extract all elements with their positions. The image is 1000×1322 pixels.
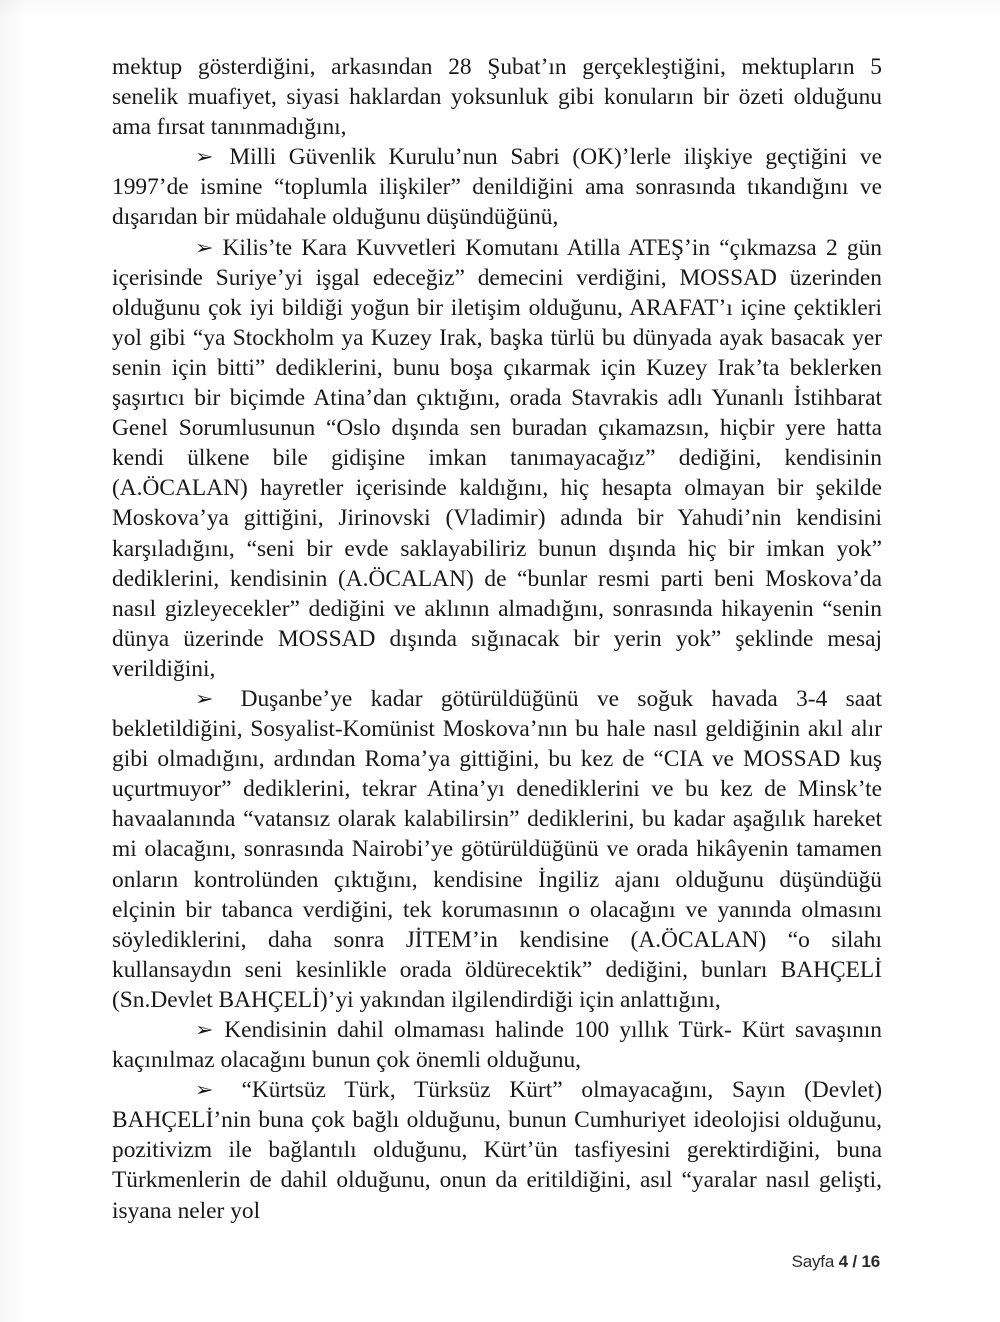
paragraph-text: Milli Güvenlik Kurulu’nun Sabri (OK)’lerle ilişkiye geçtiğini ve 1997’de ismine “toplumla ilişkiler” denildiğini ama sonrasında tıkandığını ve dışarıdan bir müdahale olduğunu düşündüğünü, bbox=[112, 144, 882, 231]
page-body-text bbox=[112, 52, 882, 1226]
footer-label: Sayfa bbox=[791, 1252, 835, 1271]
bullet-paragraph-3: ➢ Duşanbe’ye kadar götürüldüğünü ve soğuk havada 3-4 saat bekletildiğini, Sosyalist-Komünist Moskova’nın bu hale nasıl geldiğinin akıl alır gibi olmadığını, ardından Roma’ya gittiğini, bu kez de “CIA ve MOSSAD kuş uçurtmuyor” dediklerini, tekrar Atina’yı denediklerini ve bu kez de Minsk’te havaalanında “vatansız olarak kalabilirsin” dediklerini, bu kadar aşağılık hareket mi olacağını, sonrasında Nairobi’ye götürüldüğünü ve orada hikâyenin tamamen onların kontrolünden çıktığını, kendisine İngiliz ajanı olduğunu düşündüğü elçinin bir tabanca verdiğini, tek korumasının o olacağını ve yanında olmasını söylediklerini, daha sonra JİTEM’in kendisine (A.ÖCALAN) “o silahı kullansaydın seni kesinlikle orada öldürecektik” dediğini, bunları BAHÇELİ (Sn.Devlet BAHÇELİ)’yi yakından ilgilendirdiği için anlattığını, bbox=[112, 685, 882, 1013]
paragraph-text: Duşanbe’ye kadar götürüldüğünü ve soğuk havada 3-4 saat bekletildiğini, Sosyalist-Komünist Moskova’nın bu hale nasıl geldiğinin akıl alır gibi olmadığını, ardından Roma’ya gittiğini, bu kez de “CIA ve MOSSAD kuş uçurtmuyor” dediklerini, tekrar Atina’yı denediklerini ve bu kez de Minsk’te havaalanında “vatansız olarak kalabilirsin” dediklerini, bu kadar aşağılık hareket mi olacağını, sonrasında Nairobi’ye götürüldüğünü ve orada hikâyenin tamamen onların kontrolünden çıktığını, kendisine İngiliz ajanı olduğunu düşündüğü elçinin bir tabanca verdiğini, tek korumasının o olacağını ve yanında olmasını söylediklerini, daha sonra JİTEM’in kendisine (A.ÖCALAN) “o silahı kullansaydın seni kesinlikle orada öldürecektik” dediğini, bunları BAHÇELİ (Sn.Devlet BAHÇELİ)’yi yakından ilgilendirdiği için anlattığını, bbox=[112, 685, 882, 1013]
footer-total-pages: 16 bbox=[861, 1252, 880, 1271]
paragraph-text: mektup gösterdiğini, arkasından 28 Şubat’ın gerçekleştiğini, mektupların 5 senelik muafiyet, siyasi haklardan yoksunluk gibi konuların bir özeti olduğunu ama fırsat tanınmadığını, bbox=[112, 54, 882, 141]
scan-edge-shadow-left bbox=[0, 0, 26, 1322]
bullet-paragraph-1: ➢ Milli Güvenlik Kurulu’nun Sabri (OK)’lerle ilişkiye geçtiğini ve 1997’de ismine “toplumla ilişkiler” denildiğini ama sonrasında tıkandığını ve dışarıdan bir müdahale olduğunu düşündüğünü, bbox=[112, 144, 882, 231]
page-footer bbox=[0, 1252, 880, 1272]
bullet-paragraph-2: ➢ Kilis’te Kara Kuvvetleri Komutanı Atilla ATEŞ’in “çıkmazsa 2 gün içerisinde Suriye’yi işgal edeceğiz” demecini verdiğini, MOSSAD üzerinden olduğunu çok iyi bildiği yoğun bir iletişim olduğunu, ARAFAT’ı içine çektikleri yol gibi “ya Stockholm ya Kuzey Irak, başka türlü bu dünyada ayak basacak yer senin için bitti” dediklerini, bunu boşa çıkarmak için Kuzey Irak’ta beklerken şaşırtıcı bir biçimde Atina’dan çıktığını, orada Stavrakis adlı Yunanlı İstihbarat Genel Sorumlusunun “Oslo dışında sen buradan çıkamazsın, hiçbir yere hatta kendi ülkene bile gidişine imkan tanımayacağız” dediğini, kendisinin (A.ÖCALAN) hayretler içerisinde kaldığını, hiç hesapta olmayan bir şekilde Moskova’ya gittiğini, Jirinovski (Vladimir) adında bir Yahudi’nin kendisini karşıladığını, “seni bir evde saklayabiliriz bunun dışında hiç bir imkan yok” dediklerini, kendisinin (A.ÖCALAN) de “bunlar resmi parti beni Moskova’da nasıl gizleyecekler” dediğini ve aklının almadığını, sonrasında hikayenin “senin dünya üzerinde MOSSAD dışında sığınacak bir yerin yok” şeklinde mesaj verildiğini, bbox=[112, 234, 882, 682]
bullet-paragraph-5: ➢ “Kürtsüz Türk, Türksüz Kürt” olmayacağını, Sayın (Devlet) BAHÇELİ’nin buna çok bağlı olduğunu, bunun Cumhuriyet ideolojisi olduğunu, pozitivizm ile bağlantılı olduğunu, Kürt’ün tasfiyesini gerektirdiğini, buna Türkmenlerin de dahil olduğunu, onun da eritildiğini, asıl “yaralar nasıl gelişti, isyana neler yol bbox=[112, 1077, 883, 1224]
scan-edge-shadow-top bbox=[0, 0, 1000, 18]
paragraph-continuation bbox=[112, 52, 882, 142]
footer-separator: / bbox=[852, 1252, 857, 1271]
footer-current-page: 4 bbox=[838, 1252, 848, 1271]
paragraph-text: “Kürtsüz Türk, Türksüz Kürt” olmayacağını, Sayın (Devlet) BAHÇELİ’nin buna çok bağlı olduğunu, bunun Cumhuriyet ideolojisi olduğunu, pozitivizm ile bağlantılı olduğunu, Kürt’ün tasfiyesini gerektirdiğini, buna Türkmenlerin de dahil olduğunu, onun da eritildiğini, asıl “yaralar nasıl gelişti, isyana neler yol bbox=[112, 1077, 883, 1224]
paragraph-text: Kendisinin dahil olmaması halinde 100 yıllık Türk- Kürt savaşının kaçınılmaz olacağını bunun çok önemli olduğunu, bbox=[112, 1017, 882, 1074]
bullet-paragraph-4: ➢ Kendisinin dahil olmaması halinde 100 yıllık Türk- Kürt savaşının kaçınılmaz olacağını bunun çok önemli olduğunu, bbox=[112, 1017, 882, 1074]
paragraph-text: Kilis’te Kara Kuvvetleri Komutanı Atilla ATEŞ’in “çıkmazsa 2 gün içerisinde Suriye’yi işgal edeceğiz” demecini verdiğini, MOSSAD üzerinden olduğunu çok iyi bildiği yoğun bir iletişim olduğunu, ARAFAT’ı içine çektikleri yol gibi “ya Stockholm ya Kuzey Irak, başka türlü bu dünyada ayak basacak yer senin için bitti” dediklerini, bunu boşa çıkarmak için Kuzey Irak’ta beklerken şaşırtıcı bir biçimde Atina’dan çıktığını, orada Stavrakis adlı Yunanlı İstihbarat Genel Sorumlusunun “Oslo dışında sen buradan çıkamazsın, hiçbir yere hatta kendi ülkene bile gidişine imkan tanımayacağız” dediğini, kendisinin (A.ÖCALAN) hayretler içerisinde kaldığını, hiç hesapta olmayan bir şekilde Moskova’ya gittiğini, Jirinovski (Vladimir) adında bir Yahudi’nin kendisini karşıladığını, “seni bir evde saklayabiliriz bunun dışında hiç bir imkan yok” dediklerini, kendisinin (A.ÖCALAN) de “bunlar resmi parti beni Moskova’da nasıl gizleyecekler” dediğini ve aklının almadığını, sonrasında hikayenin “senin dünya üzerinde MOSSAD dışında sığınacak bir yerin yok” şeklinde mesaj verildiğini, bbox=[112, 234, 882, 682]
